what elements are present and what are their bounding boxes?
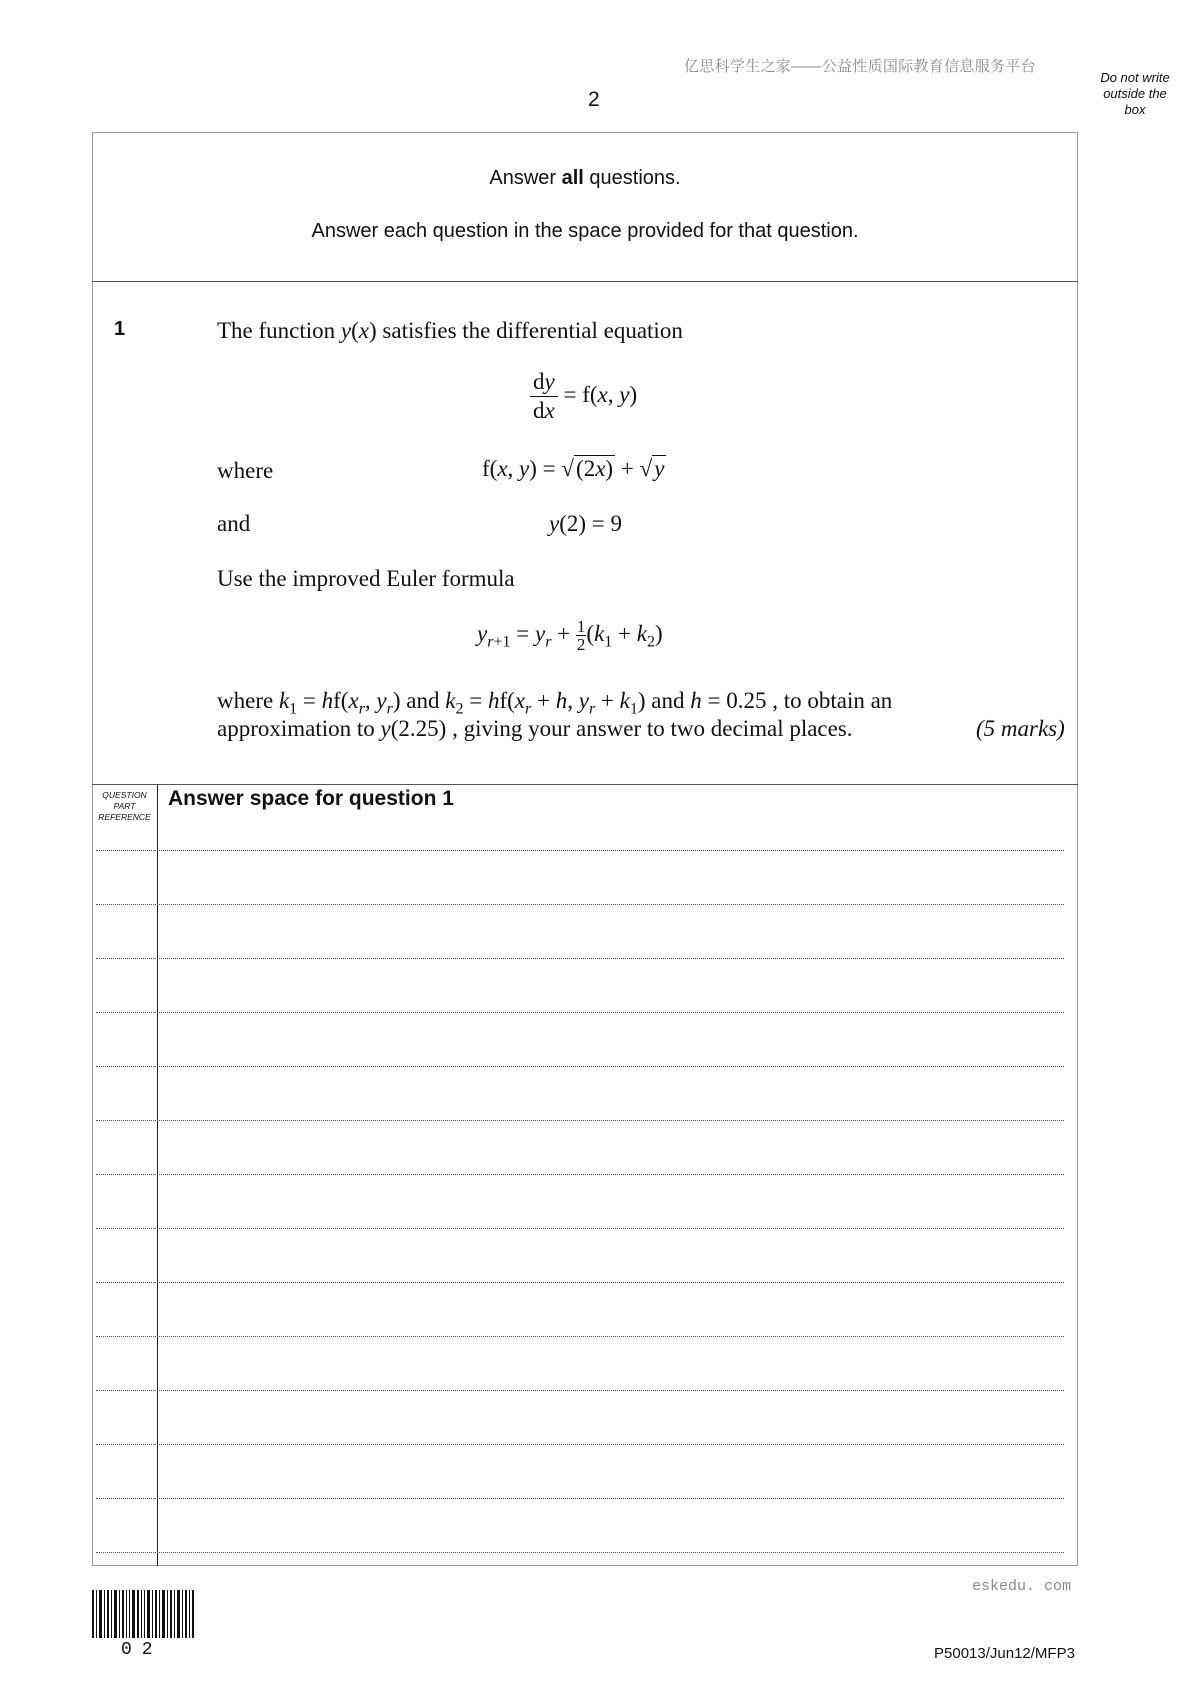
where-label: where — [217, 458, 274, 483]
header-watermark: 亿思科学生之家——公益性质国际教育信息服务平台 — [684, 58, 1036, 75]
answer-line[interactable] — [96, 1012, 1064, 1013]
answer-line[interactable] — [96, 1336, 1064, 1337]
reference-label: PART — [113, 801, 136, 811]
page-number: 2 — [588, 88, 600, 111]
initial-condition: y(2) = 9 — [549, 511, 623, 536]
answer-line[interactable] — [96, 1552, 1064, 1553]
margin-note-line: Do not write — [1100, 70, 1170, 85]
answer-line[interactable] — [96, 1390, 1064, 1391]
reference-label: REFERENCE — [98, 812, 151, 822]
question-box — [92, 132, 1078, 1566]
footer-watermark: eskedu. com — [972, 1578, 1072, 1595]
answer-line[interactable] — [96, 1282, 1064, 1283]
answer-line[interactable] — [96, 1120, 1064, 1121]
barcode — [92, 1590, 194, 1638]
and-label: and — [217, 511, 251, 536]
margin-note-line: box — [1124, 102, 1146, 117]
reference-label: QUESTION — [102, 790, 147, 800]
margin-note-line: outside the — [1103, 86, 1167, 101]
formula-intro: Use the improved Euler formula — [217, 566, 515, 591]
answer-line[interactable] — [96, 1174, 1064, 1175]
instruction-line-2: Answer each question in the space provided for that question. — [311, 220, 859, 242]
answer-space-title: Answer space for question 1 — [168, 787, 454, 810]
question-closing-line-1: where $k_1 = hf(x_r$, $y_r$) and $k_2 = hf(x_r + h$, $y_r + k_1$) and h = 0.25 , to obtain an — [217, 688, 893, 718]
instruction-text: Answer — [489, 167, 562, 189]
margin-note — [1090, 70, 1180, 118]
answer-line[interactable] — [96, 1498, 1064, 1499]
question-intro: The function y(x) satisfies the differential equation — [217, 318, 683, 343]
answer-line[interactable] — [96, 1444, 1064, 1445]
question-part-reference — [93, 790, 156, 823]
improved-euler-formula: $y_{r+1} = y_r$ + $\frac{1}{2}(k_1 + k_2)$ — [477, 617, 663, 654]
answer-space-divider — [92, 784, 1078, 785]
marks-label: (5 marks) — [976, 716, 1065, 741]
answer-line[interactable] — [96, 1228, 1064, 1229]
question-number: 1 — [114, 318, 126, 340]
function-definition: f(x, y) = √(2x) + √y — [482, 456, 665, 481]
instruction-emphasis: all — [561, 167, 584, 189]
answer-line[interactable] — [96, 904, 1064, 905]
reference-column-rule — [157, 784, 158, 1566]
answer-line[interactable] — [96, 850, 1064, 851]
instruction-text: questions. — [583, 167, 681, 189]
answer-line[interactable] — [96, 1066, 1064, 1067]
question-closing-line-2: approximation to y(2.25) , giving your answer to two decimal places. — [217, 716, 853, 741]
answer-line[interactable] — [96, 958, 1064, 959]
instructions-divider — [92, 281, 1078, 282]
instruction-line-1 — [92, 167, 1078, 190]
barcode-number: 02 — [121, 1640, 163, 1660]
differential-equation: $\frac{dy}{dx}$ = f(x, y) — [530, 368, 637, 425]
paper-code: P50013/Jun12/MFP3 — [934, 1645, 1075, 1662]
